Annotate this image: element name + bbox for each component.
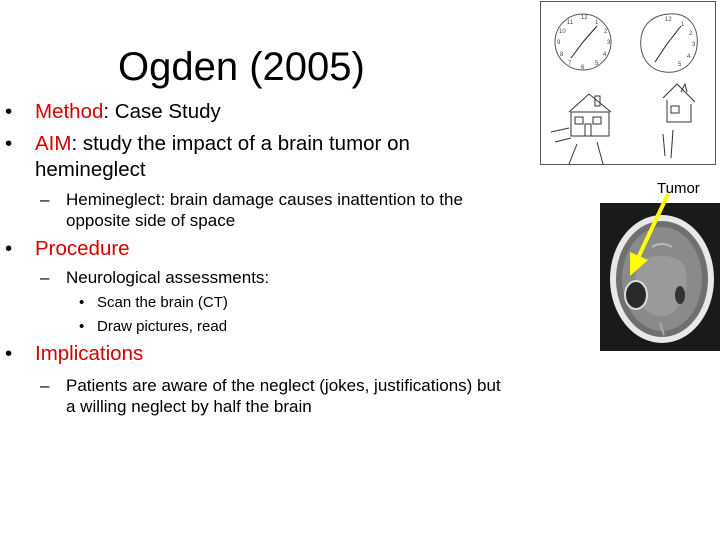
- svg-text:12: 12: [581, 15, 588, 21]
- hemineglect-text: Hemineglect: brain damage causes inattention to the: [66, 190, 463, 209]
- svg-text:3: 3: [692, 42, 696, 48]
- svg-text:8: 8: [560, 52, 564, 58]
- method-label: Method: [35, 100, 104, 123]
- left-clock-numbers-icon: [557, 15, 611, 71]
- sub-patients: [40, 375, 501, 396]
- svg-text:7: 7: [568, 61, 572, 67]
- bullet-method: [5, 100, 221, 124]
- subbullet-glyph: •: [79, 318, 85, 335]
- bullet-aim: [5, 132, 410, 156]
- draw-text: Draw pictures, read: [97, 318, 228, 335]
- hemineglect-continuation: opposite side of space: [66, 211, 236, 230]
- bullet-glyph: •: [5, 237, 13, 260]
- bullet-glyph: •: [5, 132, 13, 155]
- bullet-glyph: •: [5, 342, 13, 365]
- aim-text: : study the impact of a brain tumor on: [71, 132, 410, 155]
- sub-hemineglect: [40, 189, 463, 210]
- dash-glyph: –: [40, 268, 50, 287]
- sub-neuro: [40, 267, 270, 288]
- scan-text: Scan the brain (CT): [97, 294, 228, 311]
- neuro-text: Neurological assessments:: [66, 268, 270, 287]
- svg-text:12: 12: [665, 17, 672, 23]
- subsub-draw: [79, 318, 228, 336]
- svg-text:4: 4: [603, 52, 607, 58]
- tumor-label: Tumor: [657, 180, 700, 197]
- slide-title: Ogden (2005): [118, 45, 365, 89]
- clock-and-house-drawings-icon: [540, 1, 716, 165]
- procedure-label: Procedure: [35, 237, 130, 260]
- bullet-procedure: [5, 237, 130, 261]
- svg-text:2: 2: [604, 29, 608, 35]
- svg-text:2: 2: [689, 31, 693, 37]
- svg-text:4: 4: [687, 54, 691, 60]
- aim-label: AIM: [35, 132, 72, 155]
- left-house-icon: [551, 94, 611, 164]
- bullet-glyph: •: [5, 100, 13, 123]
- svg-text:5: 5: [595, 61, 599, 67]
- implications-label: Implications: [35, 342, 144, 365]
- svg-text:11: 11: [567, 20, 574, 26]
- method-text: : Case Study: [103, 100, 221, 123]
- svg-text:1: 1: [681, 22, 685, 28]
- aim-continuation: hemineglect: [35, 158, 146, 181]
- tumor-arrow-icon: [600, 190, 700, 290]
- svg-text:1: 1: [595, 20, 599, 26]
- svg-text:3: 3: [607, 40, 611, 46]
- dash-glyph: –: [40, 376, 50, 395]
- patients-text: Patients are aware of the neglect (jokes, justifications) but: [66, 376, 501, 395]
- svg-text:6: 6: [581, 65, 585, 71]
- bullet-implications: [5, 342, 144, 366]
- svg-text:10: 10: [559, 29, 566, 35]
- subbullet-glyph: •: [79, 294, 85, 311]
- svg-text:9: 9: [557, 40, 561, 46]
- right-clock-numbers-icon: [665, 17, 696, 68]
- dash-glyph: –: [40, 190, 50, 209]
- right-house-icon: [663, 84, 695, 158]
- subsub-scan: [79, 294, 228, 312]
- svg-text:5: 5: [678, 62, 682, 68]
- patients-continuation: a willing neglect by half the brain: [66, 397, 312, 416]
